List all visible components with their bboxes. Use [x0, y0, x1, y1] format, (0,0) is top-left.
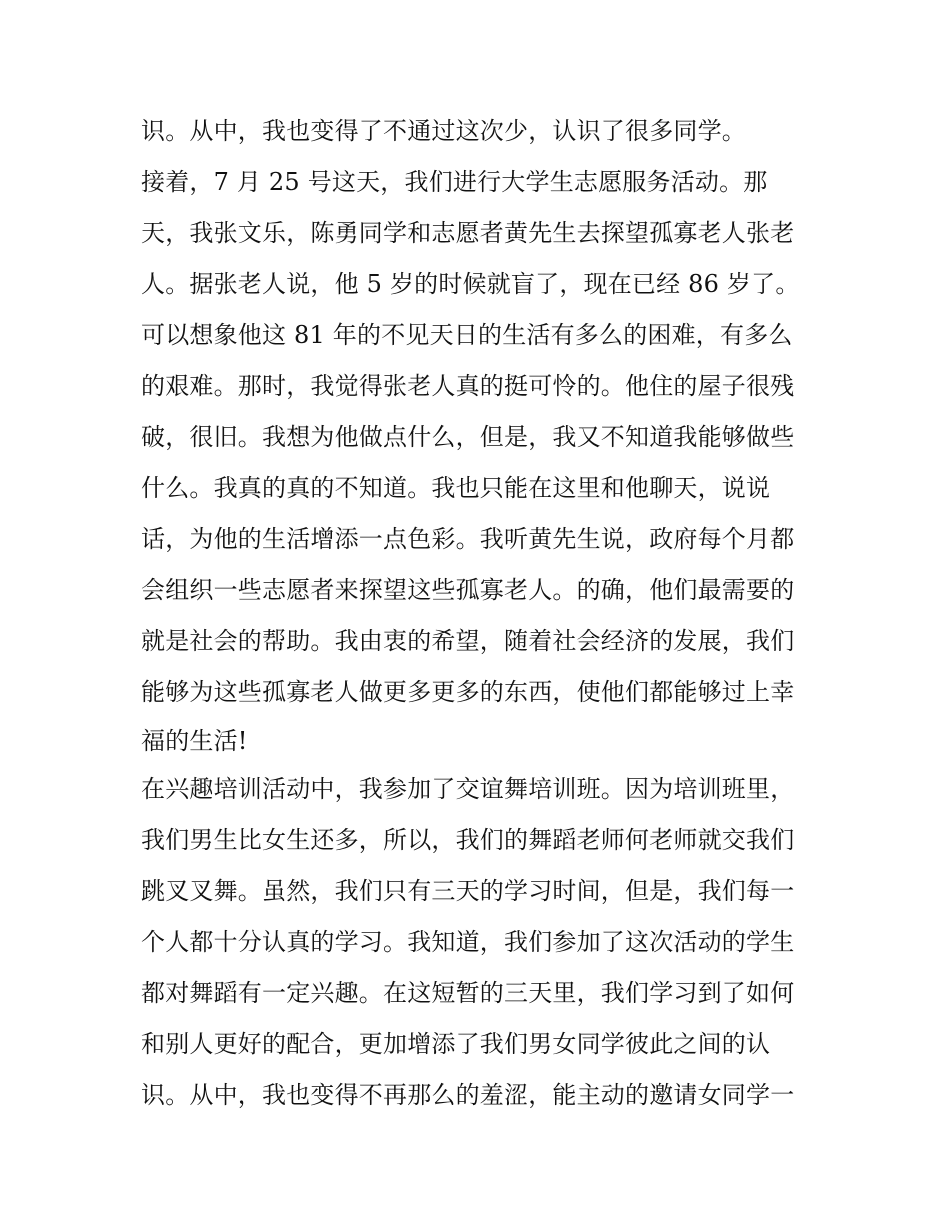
body-text [141, 106, 821, 1121]
text-line: 的艰难。那时，我觉得张老人真的挺可怜的。他住的屋子很残 [141, 372, 795, 400]
text-line: 个人都十分认真的学习。我知道，我们参加了这次活动的学生 [141, 928, 795, 956]
text-line: 福的生活! [141, 727, 248, 755]
text-line: 接着，7 月 25 号这天，我们进行大学生志愿服务活动。那 [141, 168, 768, 196]
text-line: 都对舞蹈有一定兴趣。在这短暂的三天里，我们学习到了如何 [141, 979, 795, 1007]
text-line: 话，为他的生活增添一点色彩。我听黄先生说，政府每个月都 [141, 525, 795, 553]
text-line: 我们男生比女生还多，所以，我们的舞蹈老师何老师就交我们 [141, 826, 795, 854]
text-line: 破，很旧。我想为他做点什么，但是，我又不知道我能够做些 [141, 423, 795, 451]
text-line: 识。从中，我也变得了不通过这次少，认识了很多同学。 [141, 117, 746, 145]
text-line: 人。据张老人说，他 5 岁的时候就盲了，现在已经 86 岁了。 [141, 270, 800, 298]
text-line: 就是社会的帮助。我由衷的希望，随着社会经济的发展，我们 [141, 627, 795, 655]
text-line: 识。从中，我也变得不再那么的羞涩，能主动的邀请女同学一 [141, 1081, 795, 1109]
text-line: 和别人更好的配合，更加增添了我们男女同学彼此之间的认 [141, 1030, 771, 1058]
text-line: 在兴趣培训活动中，我参加了交谊舞培训班。因为培训班里， [141, 775, 795, 803]
text-line: 可以想象他这 81 年的不见天日的生活有多么的困难，有多么 [141, 321, 793, 349]
text-line: 能够为这些孤寡老人做更多更多的东西，使他们都能够过上幸 [141, 678, 795, 706]
text-line: 跳叉叉舞。虽然，我们只有三天的学习时间，但是，我们每一 [141, 877, 795, 905]
text-line: 什么。我真的真的不知道。我也只能在这里和他聊天，说说 [141, 474, 771, 502]
text-line: 会组织一些志愿者来探望这些孤寡老人。的确，他们最需要的 [141, 576, 795, 604]
text-line: 天，我张文乐，陈勇同学和志愿者黄先生去探望孤寡老人张老 [141, 219, 795, 247]
